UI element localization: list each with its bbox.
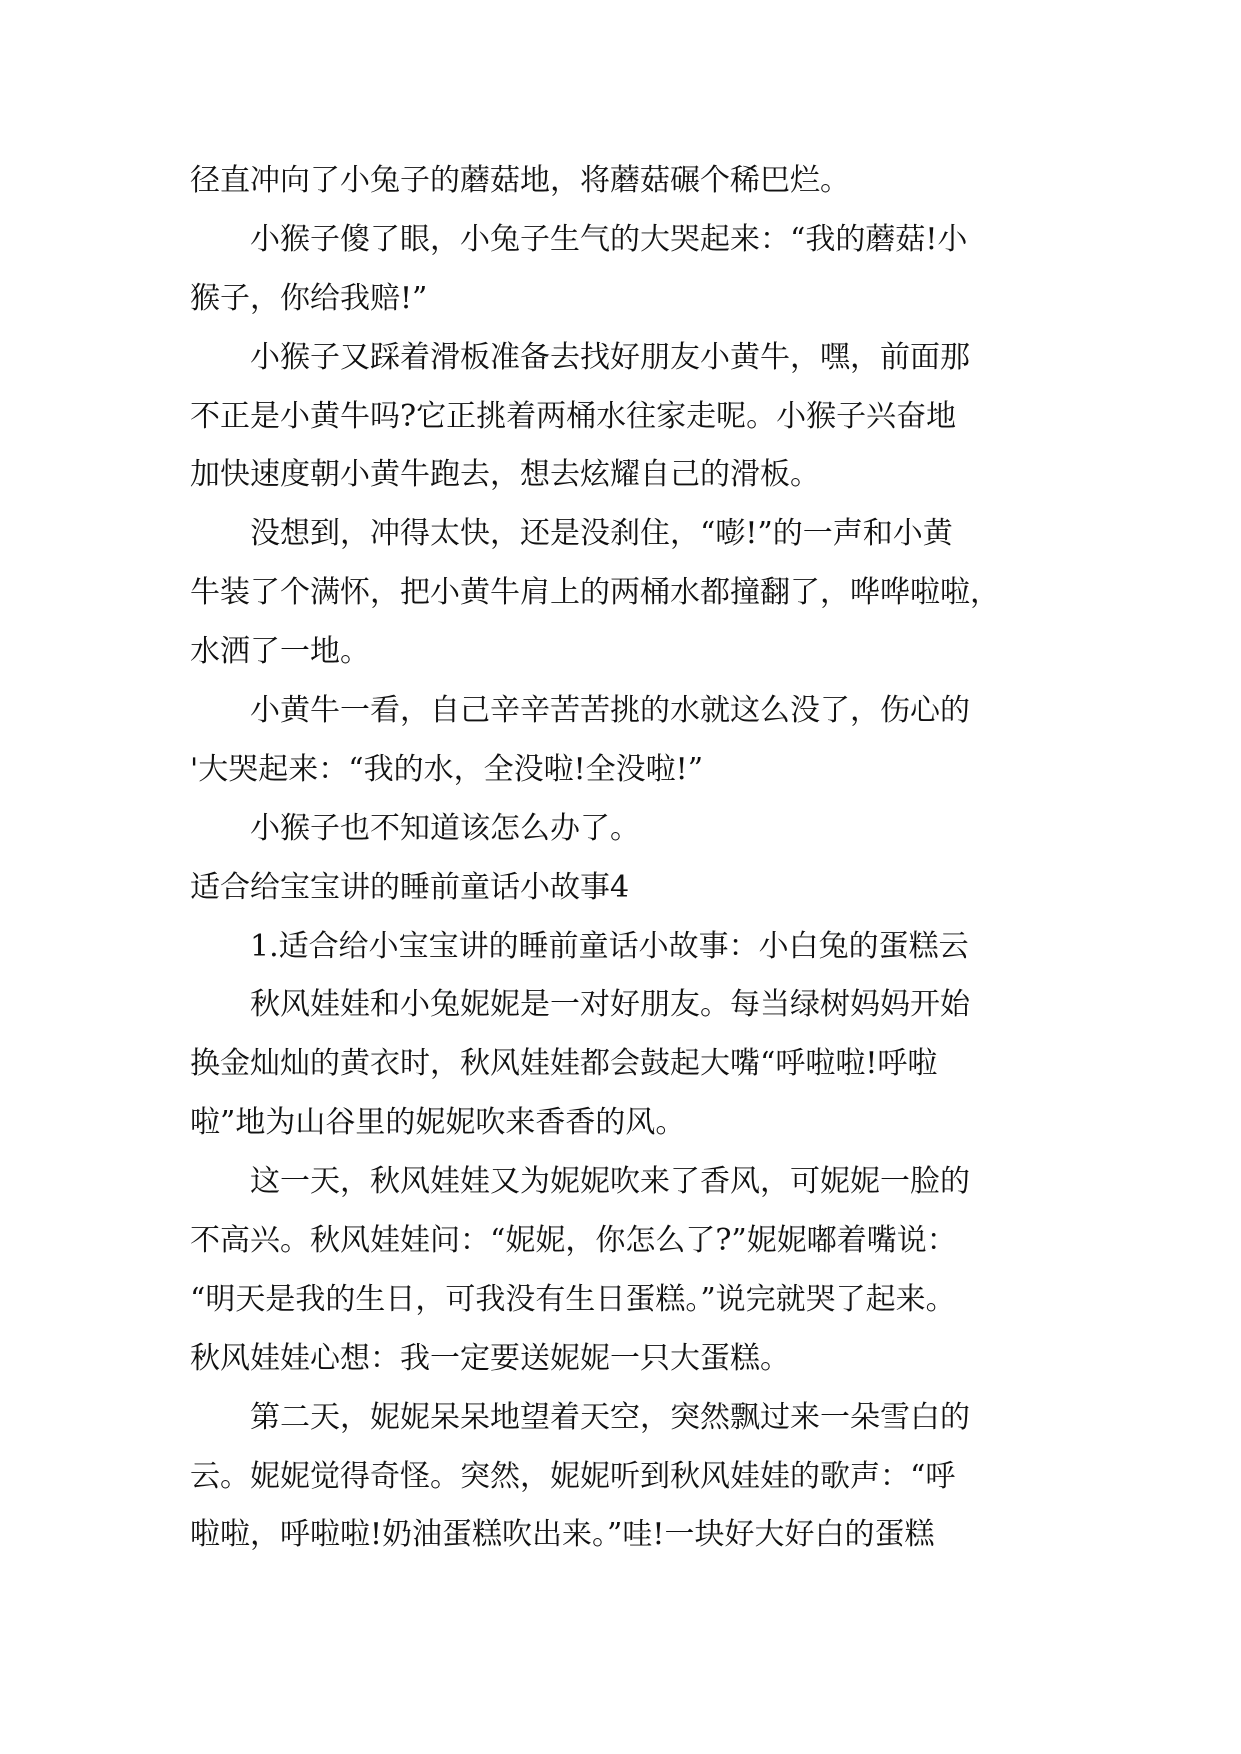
document-body — [190, 152, 1090, 1565]
text-line: 1.适合给小宝宝讲的睡前童话小故事：小白兔的蛋糕云 — [250, 928, 969, 964]
text-line: 猴子，你给我赔!” — [190, 280, 428, 316]
text-line: 换金灿灿的黄衣时，秋风娃娃都会鼓起大嘴“呼啦啦!呼啦 — [190, 1046, 938, 1082]
text-line: “明天是我的生日，可我没有生日蛋糕。”说完就哭了起来。 — [190, 1281, 956, 1317]
text-line: 第二天，妮妮呆呆地望着天空，突然飘过来一朵雪白的 — [250, 1399, 970, 1435]
text-line: 不高兴。秋风娃娃问：“妮妮，你怎么了?”妮妮嘟着嘴说： — [190, 1223, 957, 1259]
text-line: 秋风娃娃和小兔妮妮是一对好朋友。每当绿树妈妈开始 — [250, 987, 970, 1023]
text-line: 啦啦，呼啦啦!奶油蛋糕吹出来。”哇!一块好大好白的蛋糕 — [190, 1517, 935, 1553]
text-line: 小黄牛一看，自己辛辛苦苦挑的水就这么没了，伤心的 — [250, 693, 970, 729]
text-line: 没想到，冲得太快，还是没刹住，“嘭!”的一声和小黄 — [250, 516, 953, 552]
text-line: 加快速度朝小黄牛跑去，想去炫耀自己的滑板。 — [190, 457, 820, 493]
text-line: '大哭起来：“我的水，全没啦!全没啦!” — [190, 751, 704, 787]
text-line: 适合给宝宝讲的睡前童话小故事4 — [190, 869, 630, 905]
text-line: 径直冲向了小兔子的蘑菇地，将蘑菇碾个稀巴烂。 — [190, 163, 850, 198]
text-line: 秋风娃娃心想：我一定要送妮妮一只大蛋糕。 — [190, 1340, 790, 1376]
text-line: 小猴子也不知道该怎么办了。 — [250, 810, 640, 846]
text-line: 云。妮妮觉得奇怪。突然，妮妮听到秋风娃娃的歌声：“呼 — [190, 1458, 956, 1494]
text-line: 牛装了个满怀，把小黄牛肩上的两桶水都撞翻了，哗哗啦啦， — [190, 575, 1000, 611]
text-line: 小猴子又踩着滑板准备去找好朋友小黄牛，嘿，前面那 — [250, 339, 970, 375]
text-line: 小猴子傻了眼，小兔子生气的大哭起来：“我的蘑菇!小 — [250, 221, 968, 257]
text-line: 不正是小黄牛吗?它正挑着两桶水往家走呢。小猴子兴奋地 — [190, 398, 957, 434]
text-line: 这一天，秋风娃娃又为妮妮吹来了香风，可妮妮一脸的 — [250, 1164, 970, 1200]
text-line: 水洒了一地。 — [190, 634, 370, 670]
text-line: 啦”地为山谷里的妮妮吹来香香的风。 — [190, 1105, 686, 1141]
